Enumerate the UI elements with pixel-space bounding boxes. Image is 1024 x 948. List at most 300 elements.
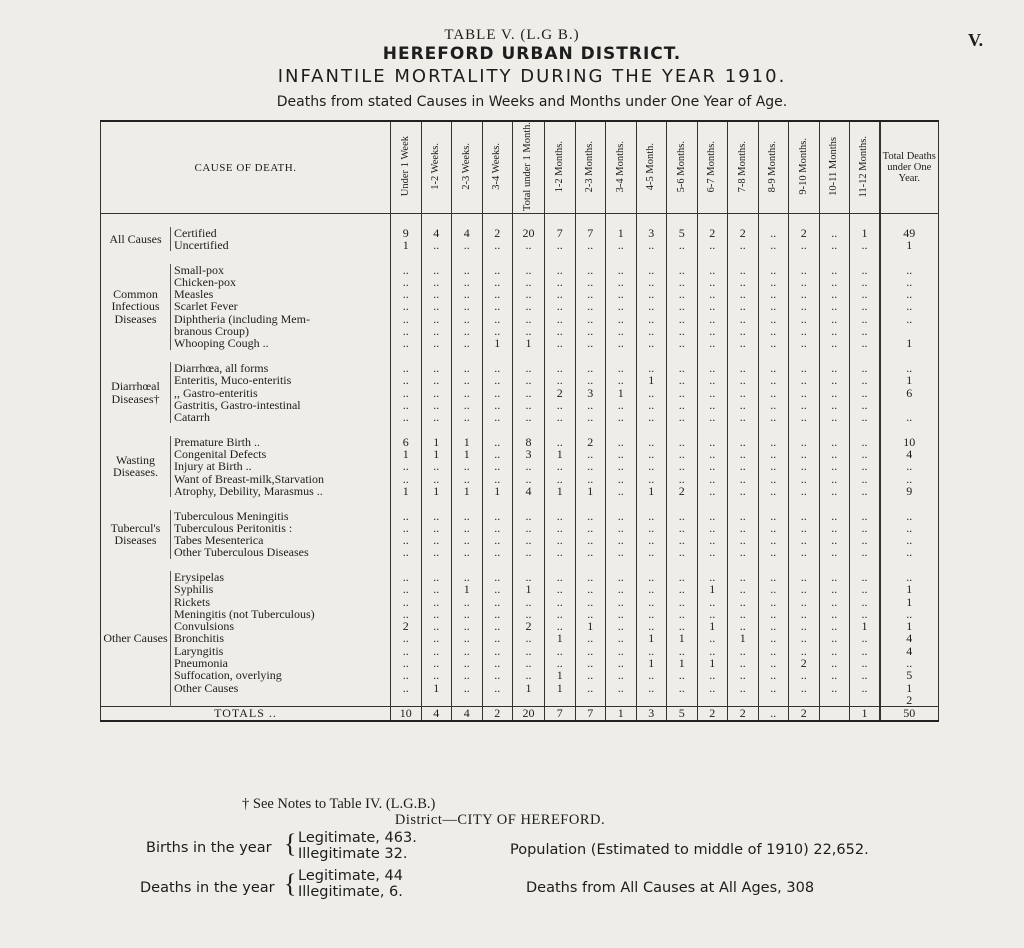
value-cell: .. [667,300,698,312]
value-cell: .. [697,300,728,312]
value-cell: .. [758,669,789,681]
value-cell: .. [728,522,759,534]
value-cell: .. [819,362,850,374]
gap-cell [819,497,850,509]
value-cell: .. [789,436,820,448]
value-cell: .. [421,571,452,583]
gap-cell [880,497,938,509]
value-cell: .. [421,399,452,411]
value-cell: .. [850,448,881,460]
value-cell: .. [513,399,545,411]
row-total: 1 [880,596,938,608]
table-row [101,632,939,644]
value-cell: .. [850,596,881,608]
value-cell: .. [636,288,667,300]
gap-cell [789,423,820,435]
row-total: 4 [880,632,938,644]
cause-name: Want of Breast-milk,Starvation [171,473,391,485]
gap-cell [513,423,545,435]
value-cell: .. [728,325,759,337]
value-cell: .. [636,436,667,448]
cause-name: branous Croup) [171,325,391,337]
cause-name: Small-pox [171,264,391,276]
age-header [789,121,820,214]
row-total: .. [880,362,938,374]
value-cell: .. [697,571,728,583]
value-cell: .. [697,399,728,411]
table-row [101,399,939,411]
group-label: Other Causes [101,571,171,707]
totals-cell: 5 [667,707,698,721]
value-cell: 5 [667,227,698,239]
value-cell: .. [789,288,820,300]
value-cell: .. [575,583,606,595]
totals-cell [819,707,850,721]
gap-cell [606,423,637,435]
table-row [101,571,939,583]
table-row [101,276,939,288]
value-cell: .. [789,411,820,423]
value-cell: .. [728,374,759,386]
value-cell: .. [789,473,820,485]
value-cell: .. [758,571,789,583]
age-header-label: 4-5 Month. [645,142,657,191]
value-cell: .. [819,436,850,448]
value-cell: 20 [513,227,545,239]
value-cell: .. [452,362,483,374]
value-cell: .. [545,300,576,312]
value-cell: .. [636,460,667,472]
value-cell: 1 [421,448,452,460]
value-cell: .. [575,399,606,411]
row-total: 4 [880,645,938,657]
value-cell [606,694,637,707]
value-cell: 1 [421,436,452,448]
value-cell: .. [728,657,759,669]
value-cell: .. [421,362,452,374]
value-cell: .. [636,300,667,312]
births-illegitimate: Illegitimate 32. [298,846,408,862]
value-cell: .. [545,362,576,374]
value-cell: .. [606,657,637,669]
value-cell: 2 [482,227,513,239]
gap-cell [789,214,820,227]
gap-cell [421,214,452,227]
value-cell: .. [667,608,698,620]
cause-name: Injury at Birth .. [171,460,391,472]
gap-cell [789,497,820,509]
value-cell: 1 [545,632,576,644]
value-cell: .. [758,399,789,411]
gap-cell [606,251,637,263]
gap-cell [667,214,698,227]
age-header [636,121,667,214]
value-cell: .. [482,608,513,620]
gap-cell [575,423,606,435]
value-cell: .. [789,522,820,534]
value-cell: .. [819,337,850,349]
value-cell: 1 [850,620,881,632]
age-header-label: 1-2 Weeks. [430,143,442,190]
value-cell: .. [850,682,881,694]
value-cell: .. [728,669,759,681]
value-cell: .. [636,473,667,485]
value-cell: .. [513,374,545,386]
value-cell: .. [421,608,452,620]
value-cell [728,694,759,707]
gap-cell [545,497,576,509]
cause-name: Gastritis, Gastro-intestinal [171,399,391,411]
value-cell: .. [728,596,759,608]
value-cell: .. [819,534,850,546]
value-cell: .. [758,510,789,522]
row-total: .. [880,300,938,312]
value-cell: .. [697,448,728,460]
value-cell: .. [850,608,881,620]
cause-name: Laryngitis [171,645,391,657]
row-total: 1 [880,583,938,595]
value-cell: .. [728,645,759,657]
value-cell: .. [758,534,789,546]
value-cell: .. [421,387,452,399]
value-cell: .. [819,608,850,620]
age-header-label: 5-6 Months. [675,140,687,193]
value-cell: .. [482,399,513,411]
value-cell: 4 [513,485,545,497]
value-cell: .. [819,411,850,423]
gap-cell [421,423,452,435]
gap-cell [482,423,513,435]
value-cell: .. [819,485,850,497]
value-cell: .. [452,571,483,583]
value-cell: .. [789,682,820,694]
value-cell: 1 [452,583,483,595]
value-cell: .. [482,276,513,288]
value-cell: .. [697,473,728,485]
age-header [452,121,483,214]
value-cell: .. [636,571,667,583]
gap-cell [482,214,513,227]
age-header [421,121,452,214]
gap-cell [513,251,545,263]
value-cell: 1 [545,669,576,681]
value-cell: 1 [391,448,422,460]
value-cell: 3 [513,448,545,460]
gap-cell [728,423,759,435]
value-cell: .. [667,510,698,522]
value-cell: .. [850,645,881,657]
value-cell: .. [819,669,850,681]
value-cell: .. [728,411,759,423]
value-cell: .. [545,534,576,546]
value-cell: .. [728,448,759,460]
value-cell: .. [482,325,513,337]
value-cell: .. [606,239,637,251]
value-cell: .. [850,300,881,312]
value-cell: 1 [697,620,728,632]
totals-cell: 2 [697,707,728,721]
group-label: Diarrhœal Diseases† [101,362,171,423]
value-cell: .. [758,362,789,374]
value-cell: 1 [606,387,637,399]
value-cell: 1 [482,485,513,497]
value-cell: .. [850,411,881,423]
row-total: 4 [880,448,938,460]
gap-cell [758,423,789,435]
value-cell: 4 [452,227,483,239]
value-cell: .. [667,411,698,423]
gap-cell [575,497,606,509]
value-cell [421,694,452,707]
totals-cell: 4 [452,707,483,721]
value-cell: .. [758,448,789,460]
value-cell: .. [606,411,637,423]
value-cell: .. [636,362,667,374]
value-cell: .. [758,657,789,669]
value-cell: .. [513,669,545,681]
gap-cell [758,214,789,227]
value-cell: .. [606,276,637,288]
gap-cell [697,251,728,263]
table-row [101,694,939,707]
totals-cell: 2 [728,707,759,721]
age-header [667,121,698,214]
totals-cell: 2 [789,707,820,721]
value-cell: .. [789,669,820,681]
section-gap [101,251,939,263]
gap-cell [819,214,850,227]
value-cell: .. [606,596,637,608]
value-cell: .. [850,571,881,583]
value-cell: .. [819,620,850,632]
deaths-all-ages: Deaths from All Causes at All Ages, 308 [526,880,815,896]
value-cell: .. [758,264,789,276]
value-cell: .. [697,522,728,534]
cause-name: Enteritis, Muco-enteritis [171,374,391,386]
row-total: 1 [880,682,938,694]
value-cell: .. [697,387,728,399]
value-cell [575,694,606,707]
value-cell: .. [606,583,637,595]
section-gap [101,214,939,227]
value-cell: .. [850,657,881,669]
value-cell: .. [667,546,698,558]
value-cell: .. [452,399,483,411]
gap-cell [545,251,576,263]
value-cell: .. [789,546,820,558]
totals-row [101,707,939,721]
value-cell: .. [697,239,728,251]
footer-district: District—CITY OF HEREFORD. [394,812,606,828]
value-cell: .. [575,546,606,558]
value-cell: .. [391,362,422,374]
value-cell: .. [819,571,850,583]
value-cell: .. [482,571,513,583]
value-cell: .. [575,657,606,669]
value-cell: .. [667,645,698,657]
value-cell: .. [575,596,606,608]
value-cell: 2 [728,227,759,239]
value-cell: .. [575,669,606,681]
value-cell: .. [391,300,422,312]
gap-cell [880,214,938,227]
age-header-label: 3-4 Months. [614,140,626,193]
value-cell: .. [452,325,483,337]
value-cell: .. [728,546,759,558]
value-cell: .. [391,399,422,411]
value-cell: .. [819,682,850,694]
gap-cell [391,251,422,263]
value-cell: .. [697,485,728,497]
value-cell: .. [575,313,606,325]
value-cell: .. [482,583,513,595]
table-row [101,669,939,681]
value-cell: .. [728,276,759,288]
value-cell: .. [667,522,698,534]
value-cell: .. [697,669,728,681]
value-cell: .. [513,632,545,644]
value-cell: .. [421,632,452,644]
gap-cell [513,214,545,227]
totals-cell: 1 [850,707,881,721]
value-cell: .. [789,596,820,608]
value-cell: .. [758,460,789,472]
deaths-brace: { [284,869,297,898]
value-cell: .. [513,657,545,669]
value-cell: .. [758,276,789,288]
value-cell: .. [667,337,698,349]
value-cell: .. [606,399,637,411]
value-cell: .. [819,313,850,325]
age-header-label: 7-8 Months. [736,140,748,193]
value-cell: .. [728,264,759,276]
value-cell: .. [421,620,452,632]
cause-name: Atrophy, Debility, Marasmus .. [171,485,391,497]
group-label: Wasting Diseases. [101,436,171,497]
value-cell: .. [452,645,483,657]
value-cell: .. [850,510,881,522]
value-cell: .. [850,239,881,251]
gap-cell [667,497,698,509]
value-cell: .. [391,276,422,288]
value-cell: .. [850,522,881,534]
value-cell: .. [697,264,728,276]
value-cell: .. [606,645,637,657]
age-header [850,121,881,214]
value-cell: 7 [545,227,576,239]
value-cell: .. [758,682,789,694]
value-cell: .. [513,522,545,534]
age-header [697,121,728,214]
value-cell: .. [789,239,820,251]
age-header [728,121,759,214]
value-cell: .. [545,473,576,485]
table-row [101,460,939,472]
value-cell: .. [850,632,881,644]
value-cell: .. [482,411,513,423]
value-cell: .. [667,534,698,546]
value-cell: .. [452,608,483,620]
value-cell: .. [452,276,483,288]
cause-name: Suffocation, overlying [171,669,391,681]
value-cell: .. [636,399,667,411]
value-cell: .. [575,325,606,337]
row-total: .. [880,608,938,620]
value-cell: 1 [545,485,576,497]
row-total: 1 [880,239,938,251]
value-cell: .. [391,473,422,485]
gap-cell [667,423,698,435]
value-cell: .. [789,399,820,411]
value-cell: 2 [697,227,728,239]
value-cell: .. [575,522,606,534]
value-cell: .. [482,546,513,558]
value-cell: .. [758,608,789,620]
value-cell: 1 [667,657,698,669]
value-cell: .. [482,620,513,632]
value-cell: .. [452,460,483,472]
value-cell: .. [850,313,881,325]
value-cell: .. [513,596,545,608]
value-cell: .. [545,596,576,608]
value-cell: .. [606,485,637,497]
gap-cell [391,497,422,509]
value-cell: .. [728,682,759,694]
value-cell: .. [513,387,545,399]
value-cell: .. [421,239,452,251]
value-cell: .. [482,374,513,386]
gap-cell [452,214,483,227]
value-cell: 1 [728,632,759,644]
value-cell: .. [789,608,820,620]
table-row [101,337,939,349]
value-cell: 1 [513,337,545,349]
cause-name: Certified [171,227,391,239]
value-cell: .. [391,337,422,349]
row-total: 1 [880,374,938,386]
value-cell: .. [545,239,576,251]
section-gap [101,497,939,509]
table-row [101,510,939,522]
value-cell: .. [819,387,850,399]
gap-cell [819,251,850,263]
value-cell: .. [513,546,545,558]
value-cell: .. [545,325,576,337]
value-cell: .. [789,583,820,595]
value-cell: .. [636,534,667,546]
value-cell [452,694,483,707]
gap-cell [482,251,513,263]
gap-cell [728,251,759,263]
group-label: Tubercul's Diseases [101,510,171,559]
value-cell: 1 [545,448,576,460]
value-cell: .. [513,313,545,325]
value-cell: .. [482,510,513,522]
cause-name: Other Causes [171,682,391,694]
age-header [606,121,637,214]
value-cell: .. [697,460,728,472]
value-cell: .. [728,510,759,522]
totals-cell: 20 [513,707,545,721]
value-cell: .. [789,387,820,399]
value-cell: .. [482,682,513,694]
totals-cell: 2 [482,707,513,721]
value-cell: .. [697,510,728,522]
row-total: 49 [880,227,938,239]
value-cell: .. [636,608,667,620]
value-cell: .. [728,387,759,399]
value-cell: .. [819,374,850,386]
